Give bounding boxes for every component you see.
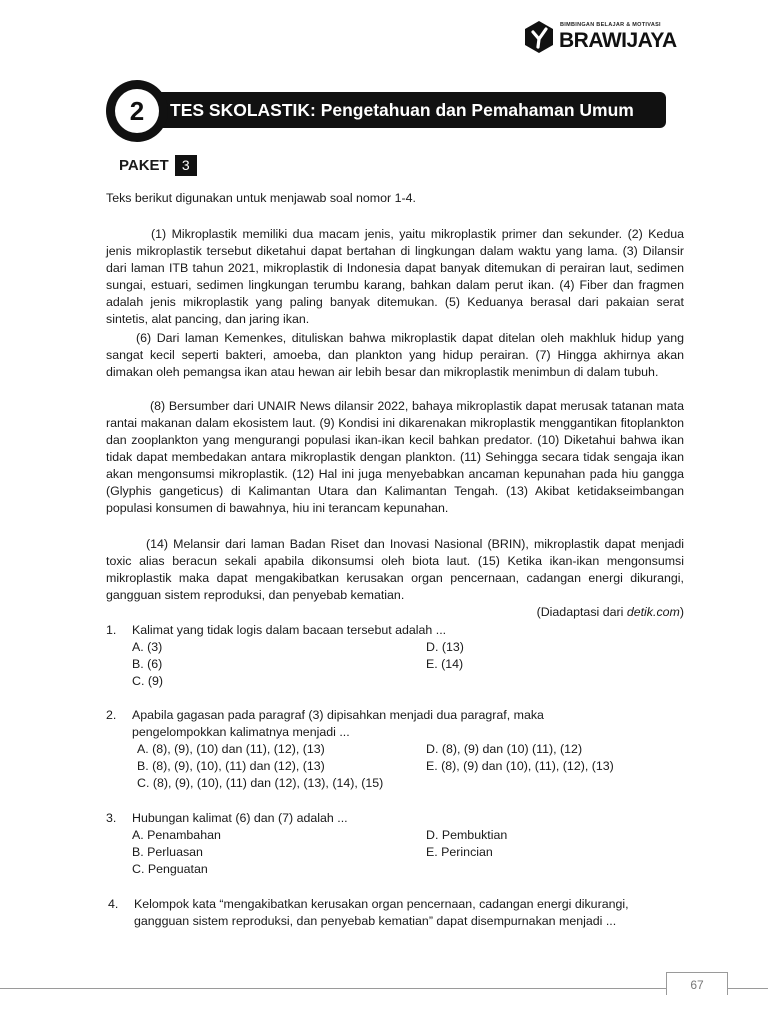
option-b: B. (8), (9), (10), (11) dan (12), (13)	[137, 759, 325, 773]
paragraph-1: (1) Mikroplastik memiliki dua macam jenis, yaitu mikroplastik primer dan sekunder. (2) Kedua jenis mikroplastik tersebut diketahui dapat bertahan di lingkungan dalam waktu yang lama. (3) Dilansir dari laman ITB tahun 2021, mikroplastik di Indonesia dapat banyak ditemukan di perairan laut, sedimen sungai, estuari, sedimen lingkungan terumbu karang, bahkan dalam perut ikan. (4) Fiber dan fragmen adalah jenis mikroplastik yang paling banyak ditemukan. (5) Keduanya berasal dari pakaian serat sintetis, alat pancing, dan jaring ikan.	[106, 227, 684, 326]
option-d: D. Pembuktian	[426, 828, 508, 842]
paragraph-4: (14) Melansir dari laman Badan Riset dan Inovasi Nasional (BRIN), mikroplastik dapat menjadi toxic alias beracun sekali apabila dikonsumsi oleh biota laut. (15) Ketika ikan-ikan mengonsumsi mikroplastik maka dapat mengakibatkan kerusakan organ pencernaan, cadangan energi dikurangi, gangguan sistem reproduksi, dan penyebab kematian.	[106, 537, 684, 602]
option-a: A. Penambahan	[132, 828, 221, 842]
question-text: Kelompok kata “mengakibatkan kerusakan organ pencernaan, cadangan energi dikurangi, gangguan sistem reproduksi, dan penyebab kematian” dapat disempurnakan menjadi ...	[134, 897, 629, 928]
paragraph-2: (6) Dari laman Kemenkes, dituliskan bahwa mikroplastik dapat ditelan oleh makhluk hidup yang sangat kecil seperti bakteri, amoeba, dan plankton yang hidup perairan. (7) Hingga akhirnya akan dimakan oleh pemangsa ikan atau hewan air lebih besar dan mikroplastik menimbun di dalam tubuh.	[106, 331, 684, 379]
chapter-number: 2	[129, 96, 145, 126]
reading-instruction: Teks berikut digunakan untuk menjawab soal nomor 1-4.	[106, 191, 416, 205]
paket-number: 3	[175, 155, 197, 176]
option-a: A. (8), (9), (10) dan (11), (12), (13)	[137, 742, 325, 756]
option-b: B. Perluasan	[132, 845, 203, 859]
footer-divider	[0, 988, 768, 989]
option-a: A. (3)	[132, 640, 163, 654]
option-d: D. (13)	[426, 640, 464, 654]
brand-logo	[522, 20, 692, 56]
question-number: 3.	[106, 811, 117, 825]
option-c: C. (9)	[132, 674, 163, 688]
chapter-number-badge	[106, 80, 168, 142]
chapter-title: TES SKOLASTIK: Pengetahuan dan Pemahaman Umum	[170, 100, 634, 120]
question-number: 1.	[106, 623, 117, 637]
question-text: Hubungan kalimat (6) dan (7) adalah ...	[132, 811, 348, 825]
question-text: Apabila gagasan pada paragraf (3) dipisahkan menjadi dua paragraf, maka pengelompokkan kalimatnya menjadi ...	[132, 708, 544, 739]
option-b: B. (6)	[132, 657, 163, 671]
paket-heading	[119, 155, 197, 177]
option-c: C. Penguatan	[132, 862, 208, 876]
option-c: C. (8), (9), (10), (11) dan (12), (13), (14), (15)	[137, 776, 384, 790]
question-number: 2.	[106, 708, 117, 722]
option-e: E. (8), (9) dan (10), (11), (12), (13)	[426, 759, 614, 773]
logo-name: BRAWIJAYA	[559, 29, 677, 52]
chapter-banner	[106, 80, 666, 142]
page-number: 67	[666, 972, 728, 995]
question-number: 4.	[108, 897, 119, 911]
question-text: Kalimat yang tidak logis dalam bacaan tersebut adalah ...	[132, 623, 447, 637]
paragraph-3: (8) Bersumber dari UNAIR News dilansir 2022, bahaya mikroplastik dapat merusak tatanan mata rantai makanan dalam ekosistem laut. (9) Kondisi ini dikarenakan mikroplastik menggantikan fitoplankton dan zooplankton yang mengurangi populasi ikan-ikan kecil bahkan predator. (10) Diketahui bahwa ikan tidak dapat membedakan antara mikroplastik dengan plankton. (11) Sehingga secara tidak sengaja ikan akan mengonsumsi mikroplastik. (12) Hal ini juga menyebabkan ancaman kepunahan pada hiu gangga (Glyphis gangeticus) di Kalimantan Utara dan Kalimantan Tengah. (13) Akibat ketidakseimbangan populasi konsumen di bawahnya, hiu ini terancam kepunahan.	[106, 399, 684, 515]
source-site: detik.com	[626, 605, 680, 619]
paket-label: PAKET	[119, 157, 169, 174]
option-d: D. (8), (9) dan (10) (11), (12)	[426, 742, 583, 756]
source-citation: (Diadaptasi dari detik.com)	[536, 605, 684, 619]
option-e: E. (14)	[426, 657, 464, 671]
logo-tagline: BIMBINGAN BELAJAR & MOTIVASI	[560, 22, 661, 28]
option-e: E. Perincian	[426, 845, 493, 859]
brawijaya-logo-icon	[522, 20, 556, 54]
